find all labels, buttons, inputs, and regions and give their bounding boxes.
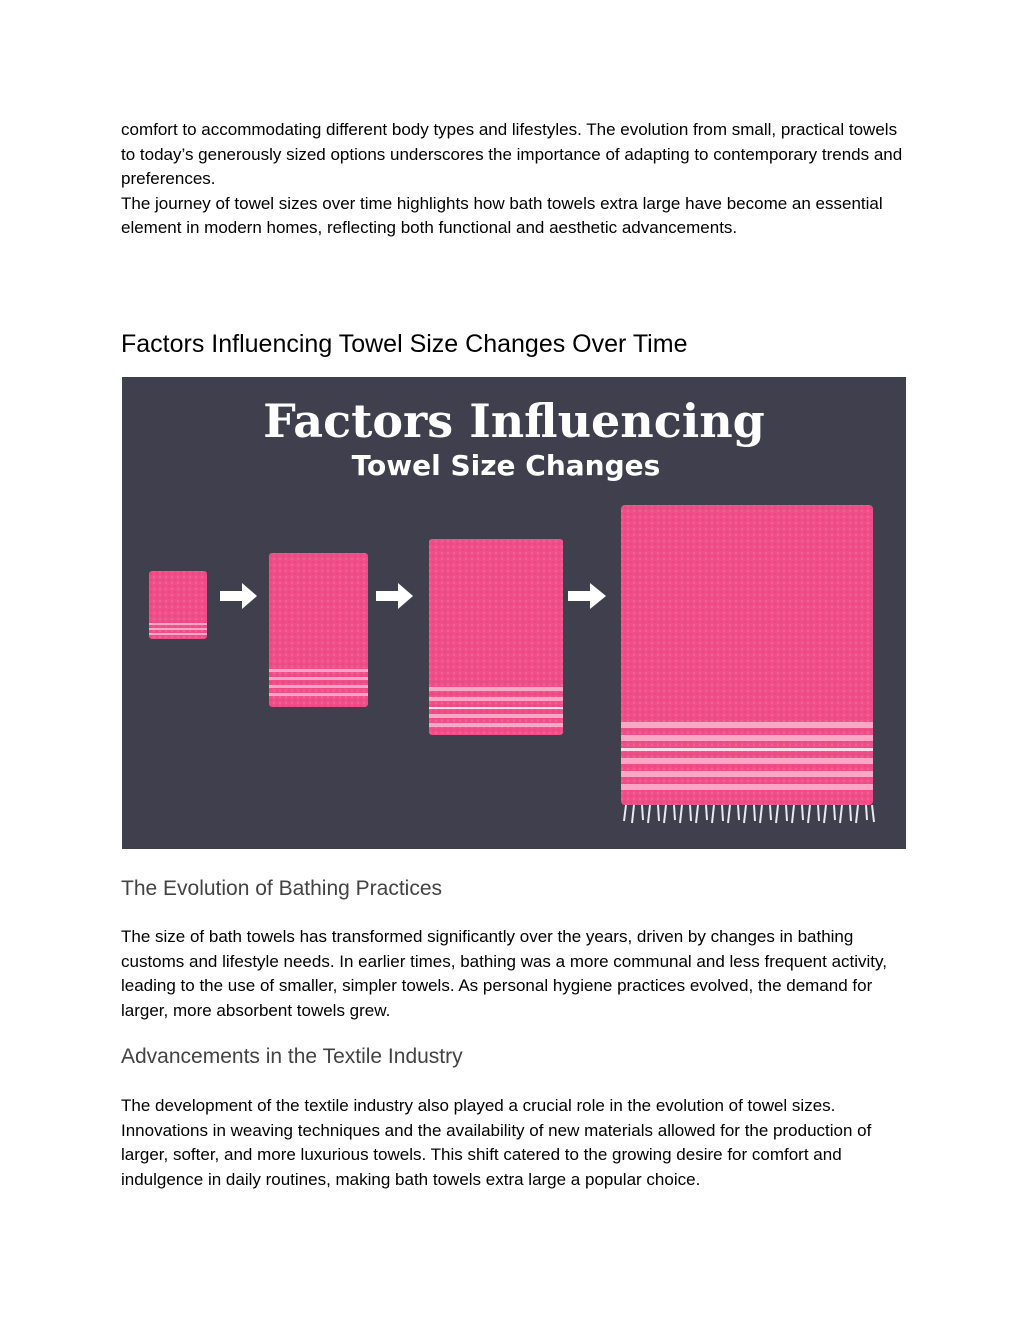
- intro-paragraph-2: The journey of towel sizes over time highlights how bath towels extra large have become an essential element in modern homes, reflecting both functional and aesthetic advancements.: [121, 193, 883, 237]
- document-page: [121, 118, 911, 1189]
- figure-title-line-2: Towel Size Changes: [351, 449, 661, 482]
- towel-extra-large: [621, 505, 874, 823]
- right-arrow-icon: [376, 583, 413, 609]
- towel-illustration: [122, 377, 906, 849]
- right-arrow-icon: [568, 583, 606, 609]
- figure-title-line-1: Factors Influencing: [263, 394, 765, 448]
- subsection-body-bathing: The size of bath towels has transformed significantly over the years, driven by changes in bathing customs and lifestyle needs. In earlier times, bathing was a more communal and less frequent activity, leading to the use of smaller, simpler towels. As personal hygiene practices evolved, the demand for larger, more absorbent towels grew.: [121, 927, 887, 1020]
- intro-paragraph-1: comfort to accommodating different body types and lifestyles. The evolution from small, practical towels to today’s generously sized options underscores the importance of adapting to contemporary trends and preferences.: [121, 120, 903, 188]
- towel-fringe: [624, 805, 874, 823]
- right-arrow-icon: [220, 583, 257, 609]
- subsection-body-textile: The development of the textile industry also played a crucial role in the evolution of towel sizes. Innovations in weaving techniques and the availability of new materials allowed for the production of larger, softer, and more luxurious towels. This shift catered to the growing desire for comfort and indulgence in daily routines, making bath towels extra large a popular choice.: [121, 1096, 872, 1189]
- towel-medium: [269, 553, 368, 707]
- section-title: Factors Influencing Towel Size Changes Over Time: [121, 330, 688, 358]
- towel-size-figure: [122, 377, 906, 849]
- subsection-heading-textile: Advancements in the Textile Industry: [121, 1045, 463, 1068]
- towel-small: [149, 571, 207, 639]
- towel-large: [429, 539, 563, 735]
- subsection-heading-bathing: The Evolution of Bathing Practices: [121, 877, 443, 900]
